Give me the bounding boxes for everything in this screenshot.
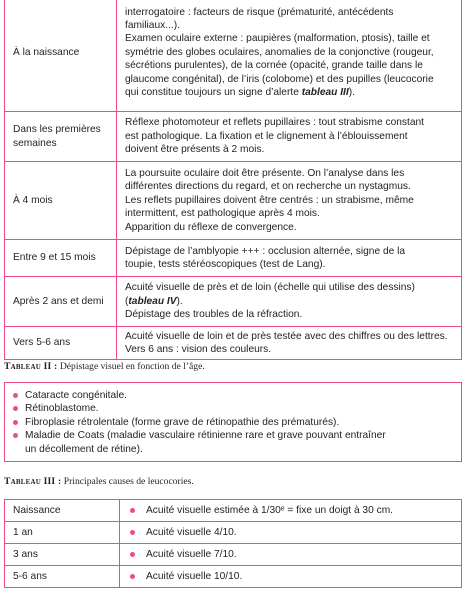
item-text: un décollement de rétine). bbox=[25, 443, 143, 455]
text-line: Vers 6 ans : vision des couleurs. bbox=[125, 344, 272, 355]
item-text: Rétinoblastome. bbox=[25, 403, 99, 415]
age-cell: Dans les premières semaines bbox=[5, 112, 117, 162]
value-cell bbox=[120, 544, 462, 566]
table-reference: tableau IV bbox=[128, 295, 177, 307]
value-cell bbox=[120, 566, 462, 588]
text-line: Dépistage des troubles de la réfraction. bbox=[125, 309, 303, 321]
age-cell: Après 2 ans et demi bbox=[5, 277, 117, 327]
value-text: Acuité visuelle estimée à 1/30ᵉ = fixe un doigt à 30 cm. bbox=[146, 505, 394, 516]
text-line: glaucome congénital), de l’iris (colobome) et des pupilles (leucocorie bbox=[125, 73, 434, 85]
text-line: Apparition du réflexe de convergence. bbox=[125, 221, 297, 233]
description-cell bbox=[117, 112, 462, 162]
description-cell bbox=[117, 162, 462, 240]
table-row bbox=[5, 500, 462, 522]
table-row bbox=[5, 240, 462, 277]
bullet-icon bbox=[13, 393, 18, 398]
text-span: ( bbox=[125, 295, 129, 307]
list-item-continuation bbox=[13, 443, 453, 456]
age-cell: 3 ans bbox=[5, 544, 120, 566]
list-item bbox=[13, 389, 453, 402]
text-line: doivent être présents à 2 mois. bbox=[125, 144, 265, 156]
bullet-icon bbox=[130, 530, 135, 535]
description-cell bbox=[117, 327, 462, 360]
text-line: Acuité visuelle de loin et de près testée avec des chiffres ou des lettres. bbox=[125, 330, 448, 342]
text-line bbox=[125, 295, 456, 308]
age-cell: À la naissance bbox=[5, 0, 117, 112]
text-line bbox=[125, 86, 456, 99]
age-cell: 1 an bbox=[5, 522, 120, 544]
description-cell bbox=[117, 240, 462, 277]
text-line: est pathologique. La fixation et le clignement à l’éblouissement bbox=[125, 130, 408, 142]
caption-label: Tableau III : bbox=[4, 476, 62, 487]
value-text: Acuité visuelle 7/10. bbox=[146, 549, 237, 560]
table-caption bbox=[4, 476, 194, 487]
causes-list bbox=[13, 389, 453, 456]
item-text: Cataracte congénitale. bbox=[25, 390, 127, 401]
text-line: sécrétions purulentes), de la cornée (opacité, grande taille dans le bbox=[125, 60, 423, 72]
age-cell: Naissance bbox=[5, 500, 120, 522]
bullet-icon bbox=[13, 433, 18, 438]
text-line: Acuité visuelle de près et de loin (échelle qui utilise des dessins) bbox=[125, 282, 415, 294]
table-row bbox=[5, 112, 462, 162]
list-item bbox=[13, 429, 453, 442]
table-caption bbox=[4, 361, 205, 372]
table-row bbox=[5, 277, 462, 327]
text-line: familiaux...). bbox=[125, 19, 180, 31]
bullet-icon bbox=[13, 420, 18, 425]
text-line: interrogatoire : facteurs de risque (prématurité, antécédents bbox=[125, 6, 394, 18]
screening-table bbox=[4, 0, 462, 360]
text-span: ). bbox=[176, 295, 183, 307]
text-line: toupie, tests stéréoscopiques (test de Lang). bbox=[125, 259, 326, 270]
text-line: Dépistage de l’amblyopie +++ : occlusion alternée, signe de la bbox=[125, 245, 406, 257]
age-cell: À 4 mois bbox=[5, 162, 117, 240]
item-text: Maladie de Coats (maladie vasculaire rétinienne rare et grave pouvant entraîner bbox=[25, 430, 386, 442]
value-text: Acuité visuelle 10/10. bbox=[146, 571, 243, 582]
caption-text: Principales causes de leucocories. bbox=[61, 476, 194, 487]
table-row bbox=[5, 0, 462, 112]
table-reference: tableau III bbox=[301, 87, 349, 99]
table-row bbox=[5, 566, 462, 588]
text-line: Les reflets pupillaires doivent être centrés : un strabisme, même bbox=[125, 194, 414, 206]
value-cell bbox=[120, 500, 462, 522]
caption-label: Tableau II : bbox=[4, 361, 58, 372]
list-item bbox=[13, 416, 453, 429]
leucocoria-causes-box bbox=[4, 382, 462, 462]
caption-text: Dépistage visuel en fonction de l’âge. bbox=[57, 361, 205, 372]
bullet-icon bbox=[130, 574, 135, 579]
text-span: ). bbox=[348, 87, 355, 99]
text-line: Réflexe photomoteur et reflets pupillaires : tout strabisme constant bbox=[125, 117, 424, 129]
value-cell bbox=[120, 522, 462, 544]
text-span: qui constitue toujours un signe d’alerte bbox=[125, 87, 302, 99]
value-text: Acuité visuelle 4/10. bbox=[146, 527, 237, 538]
text-line: Examen oculaire externe : paupières (malformation, ptosis), taille et bbox=[125, 33, 430, 45]
bullet-icon bbox=[130, 552, 135, 557]
age-cell: Entre 9 et 15 mois bbox=[5, 240, 117, 277]
text-line: intermittent, est pathologique après 4 mois. bbox=[125, 208, 320, 220]
bullet-icon bbox=[13, 406, 18, 411]
item-text: Fibroplasie rétrolentale (forme grave de rétinopathie des prématurés). bbox=[25, 416, 340, 428]
list-item bbox=[13, 402, 453, 415]
table-row bbox=[5, 522, 462, 544]
table-row bbox=[5, 327, 462, 360]
acuity-table bbox=[4, 499, 462, 588]
text-line: symétrie des globes oculaires, anomalies de la conjonctive (rougeur, bbox=[125, 46, 434, 58]
age-cell: 5-6 ans bbox=[5, 566, 120, 588]
text-line: La poursuite oculaire doit être présente. On l’analyse dans les bbox=[125, 167, 405, 179]
description-cell bbox=[117, 277, 462, 327]
age-cell: Vers 5-6 ans bbox=[5, 327, 117, 360]
bullet-icon bbox=[130, 508, 135, 513]
description-cell bbox=[117, 0, 462, 112]
table-row bbox=[5, 544, 462, 566]
text-line: différentes directions du regard, et on recherche un nystagmus. bbox=[125, 181, 411, 193]
table-row bbox=[5, 162, 462, 240]
